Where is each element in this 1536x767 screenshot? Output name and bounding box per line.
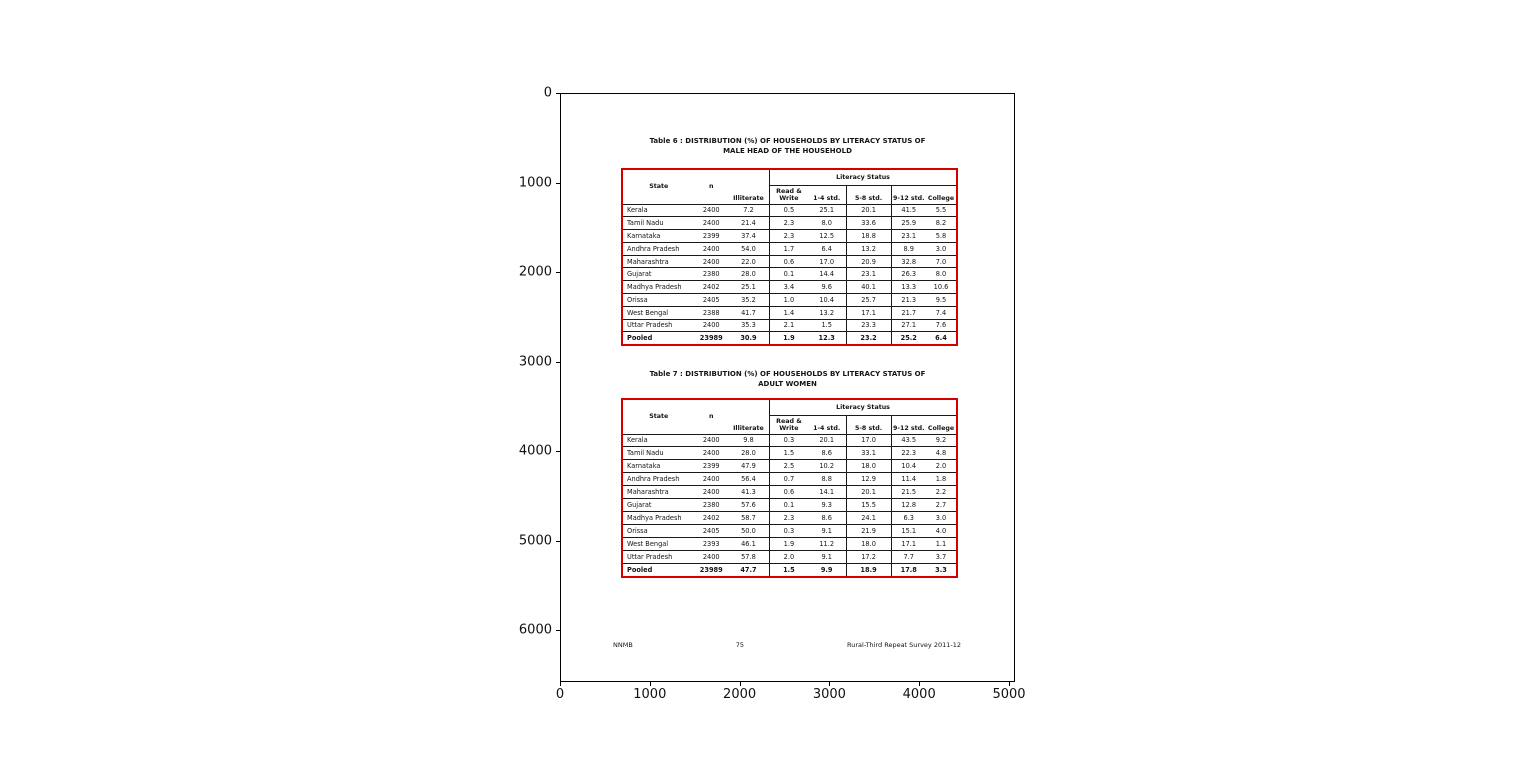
value-cell: 2399 <box>695 460 728 473</box>
value-cell: 4.0 <box>926 525 956 538</box>
x-axis-tick <box>740 682 741 686</box>
value-cell: 22.3 <box>891 447 926 460</box>
value-cell: 17.1 <box>846 306 891 319</box>
table-row <box>623 538 956 551</box>
group-header: Literacy Status <box>770 170 956 185</box>
value-cell: 58.7 <box>728 512 770 525</box>
value-cell: 24.1 <box>846 512 891 525</box>
y-axis-tick <box>556 93 560 94</box>
value-cell: 0.1 <box>770 499 808 512</box>
value-cell: 2400 <box>695 319 728 332</box>
value-cell: 10.6 <box>926 281 956 294</box>
value-cell: 41.7 <box>728 306 770 319</box>
value-cell: 6.4 <box>808 242 846 255</box>
value-cell: 6.4 <box>926 332 956 344</box>
x-axis-tick <box>650 682 651 686</box>
value-cell: 12.9 <box>846 473 891 486</box>
value-cell: 2402 <box>695 512 728 525</box>
column-header: 9-12 std. <box>891 185 926 204</box>
state-cell: Maharashtra <box>623 486 695 499</box>
state-cell: Maharashtra <box>623 255 695 268</box>
value-cell: 25.1 <box>728 281 770 294</box>
value-cell: 2402 <box>695 281 728 294</box>
column-header: Illiterate <box>728 400 770 434</box>
state-cell: Madhya Pradesh <box>623 281 695 294</box>
value-cell: 13.3 <box>891 281 926 294</box>
value-cell: 2399 <box>695 230 728 243</box>
value-cell: 3.0 <box>926 242 956 255</box>
table6-title <box>561 137 1014 156</box>
value-cell: 18.9 <box>846 564 891 576</box>
column-header: 1-4 std. <box>808 415 846 434</box>
table-row <box>623 306 956 319</box>
value-cell: 41.3 <box>728 486 770 499</box>
value-cell: 0.1 <box>770 268 808 281</box>
column-header: Illiterate <box>728 170 770 204</box>
value-cell: 25.9 <box>891 217 926 230</box>
value-cell: 17.0 <box>846 434 891 447</box>
value-cell: 17.8 <box>891 564 926 576</box>
value-cell: 25.1 <box>808 204 846 217</box>
value-cell: 21.7 <box>891 306 926 319</box>
x-axis-tick <box>919 682 920 686</box>
value-cell: 9.1 <box>808 525 846 538</box>
value-cell: 30.9 <box>728 332 770 344</box>
value-cell: 2400 <box>695 486 728 499</box>
value-cell: 10.4 <box>808 293 846 306</box>
value-cell: 2.2 <box>926 486 956 499</box>
value-cell: 56.4 <box>728 473 770 486</box>
value-cell: 8.0 <box>808 217 846 230</box>
table-row <box>623 242 956 255</box>
value-cell: 9.8 <box>728 434 770 447</box>
table7-title-line2: ADULT WOMEN <box>758 379 817 388</box>
value-cell: 18.8 <box>846 230 891 243</box>
table6-box <box>621 168 958 346</box>
value-cell: 2.0 <box>770 551 808 564</box>
x-axis-tick-label: 3000 <box>812 687 846 702</box>
value-cell: 9.3 <box>808 499 846 512</box>
footer-source: Rural-Third Repeat Survey 2011-12 <box>847 641 961 649</box>
value-cell: 23989 <box>695 564 728 576</box>
column-header: n <box>695 400 728 434</box>
value-cell: 7.0 <box>926 255 956 268</box>
x-axis-tick <box>560 682 561 686</box>
value-cell: 50.0 <box>728 525 770 538</box>
value-cell: 2405 <box>695 525 728 538</box>
y-axis-tick <box>556 362 560 363</box>
value-cell: 2.7 <box>926 499 956 512</box>
column-header: n <box>695 170 728 204</box>
table-row <box>623 281 956 294</box>
value-cell: 25.7 <box>846 293 891 306</box>
value-cell: 12.5 <box>808 230 846 243</box>
state-cell: Gujarat <box>623 499 695 512</box>
state-cell: Andhra Pradesh <box>623 242 695 255</box>
value-cell: 57.8 <box>728 551 770 564</box>
table-row <box>623 434 956 447</box>
table7-title-line1: Table 7 : DISTRIBUTION (%) OF HOUSEHOLDS BY LITERACY STATUS OF <box>649 370 926 378</box>
value-cell: 20.1 <box>846 204 891 217</box>
value-cell: 2400 <box>695 242 728 255</box>
value-cell: 35.2 <box>728 293 770 306</box>
x-axis-tick-label: 5000 <box>992 687 1026 702</box>
state-cell: Tamil Nadu <box>623 217 695 230</box>
value-cell: 17.0 <box>808 255 846 268</box>
value-cell: 9.6 <box>808 281 846 294</box>
value-cell: 40.1 <box>846 281 891 294</box>
column-header: Read & Write <box>770 185 808 204</box>
state-cell: Tamil Nadu <box>623 447 695 460</box>
value-cell: 3.3 <box>926 564 956 576</box>
value-cell: 2.3 <box>770 512 808 525</box>
value-cell: 23.2 <box>846 332 891 344</box>
y-axis-tick-label: 5000 <box>518 533 552 548</box>
y-axis-tick <box>556 451 560 452</box>
value-cell: 21.4 <box>728 217 770 230</box>
state-cell: Gujarat <box>623 268 695 281</box>
value-cell: 21.3 <box>891 293 926 306</box>
value-cell: 23989 <box>695 332 728 344</box>
value-cell: 3.7 <box>926 551 956 564</box>
y-axis-tick <box>556 630 560 631</box>
value-cell: 35.3 <box>728 319 770 332</box>
value-cell: 2400 <box>695 473 728 486</box>
state-cell: Karnataka <box>623 230 695 243</box>
value-cell: 21.5 <box>891 486 926 499</box>
column-header: College <box>926 415 956 434</box>
table6-title-line1: Table 6 : DISTRIBUTION (%) OF HOUSEHOLDS BY LITERACY STATUS OF <box>649 137 926 145</box>
value-cell: 13.2 <box>846 242 891 255</box>
y-axis-tick <box>556 272 560 273</box>
table7 <box>623 400 956 576</box>
value-cell: 5.8 <box>926 230 956 243</box>
column-header: Read & Write <box>770 415 808 434</box>
value-cell: 15.5 <box>846 499 891 512</box>
column-header: 5-8 std. <box>846 185 891 204</box>
state-cell: Kerala <box>623 204 695 217</box>
state-cell: West Bengal <box>623 306 695 319</box>
value-cell: 1.9 <box>770 332 808 344</box>
value-cell: 2393 <box>695 538 728 551</box>
state-cell: Andhra Pradesh <box>623 473 695 486</box>
value-cell: 43.5 <box>891 434 926 447</box>
x-axis-tick-label: 0 <box>555 687 565 702</box>
table-row <box>623 486 956 499</box>
value-cell: 2400 <box>695 204 728 217</box>
value-cell: 1.4 <box>770 306 808 319</box>
value-cell: 20.1 <box>808 434 846 447</box>
table6 <box>623 170 956 344</box>
value-cell: 23.1 <box>846 268 891 281</box>
value-cell: 4.8 <box>926 447 956 460</box>
table-row <box>623 499 956 512</box>
value-cell: 23.3 <box>846 319 891 332</box>
value-cell: 22.0 <box>728 255 770 268</box>
state-cell: Pooled <box>623 564 695 576</box>
value-cell: 7.2 <box>728 204 770 217</box>
state-cell: Kerala <box>623 434 695 447</box>
value-cell: 8.6 <box>808 512 846 525</box>
y-axis-tick-label: 6000 <box>518 622 552 638</box>
value-cell: 20.1 <box>846 486 891 499</box>
value-cell: 6.3 <box>891 512 926 525</box>
x-axis-tick-label: 4000 <box>902 687 936 702</box>
value-cell: 27.1 <box>891 319 926 332</box>
value-cell: 7.4 <box>926 306 956 319</box>
value-cell: 2.3 <box>770 217 808 230</box>
column-header: State <box>623 400 695 434</box>
state-cell: Madhya Pradesh <box>623 512 695 525</box>
value-cell: 2400 <box>695 217 728 230</box>
value-cell: 10.4 <box>891 460 926 473</box>
value-cell: 8.2 <box>926 217 956 230</box>
value-cell: 25.2 <box>891 332 926 344</box>
value-cell: 21.9 <box>846 525 891 538</box>
value-cell: 13.2 <box>808 306 846 319</box>
footer-page-number: 75 <box>735 641 745 649</box>
value-cell: 18.0 <box>846 538 891 551</box>
value-cell: 14.1 <box>808 486 846 499</box>
value-cell: 8.6 <box>808 447 846 460</box>
table-row <box>623 551 956 564</box>
value-cell: 3.0 <box>926 512 956 525</box>
value-cell: 46.1 <box>728 538 770 551</box>
value-cell: 54.0 <box>728 242 770 255</box>
value-cell: 28.0 <box>728 268 770 281</box>
state-cell: Orissa <box>623 293 695 306</box>
value-cell: 7.6 <box>926 319 956 332</box>
value-cell: 20.9 <box>846 255 891 268</box>
table7-title <box>561 370 1014 389</box>
table-row <box>623 293 956 306</box>
value-cell: 2405 <box>695 293 728 306</box>
value-cell: 1.9 <box>770 538 808 551</box>
table-row <box>623 447 956 460</box>
value-cell: 2400 <box>695 551 728 564</box>
table-row <box>623 460 956 473</box>
y-axis-tick-label: 4000 <box>518 443 552 459</box>
x-axis-tick <box>1009 682 1010 686</box>
value-cell: 0.3 <box>770 525 808 538</box>
y-axis-tick-label: 3000 <box>518 354 552 369</box>
table-row <box>623 268 956 281</box>
value-cell: 2.0 <box>926 460 956 473</box>
value-cell: 11.4 <box>891 473 926 486</box>
x-axis-tick-label: 1000 <box>633 687 667 702</box>
state-cell: Pooled <box>623 332 695 344</box>
y-axis-tick <box>556 541 560 542</box>
group-header: Literacy Status <box>770 400 956 415</box>
y-axis-tick-label: 0 <box>543 85 552 101</box>
value-cell: 8.0 <box>926 268 956 281</box>
x-axis-tick <box>829 682 830 686</box>
value-cell: 2.3 <box>770 230 808 243</box>
value-cell: 9.1 <box>808 551 846 564</box>
plot-frame <box>560 93 1015 682</box>
value-cell: 41.5 <box>891 204 926 217</box>
value-cell: 0.7 <box>770 473 808 486</box>
column-header: State <box>623 170 695 204</box>
table-row <box>623 217 956 230</box>
scanned-page <box>561 94 1014 681</box>
value-cell: 9.2 <box>926 434 956 447</box>
value-cell: 32.8 <box>891 255 926 268</box>
value-cell: 1.0 <box>770 293 808 306</box>
value-cell: 1.8 <box>926 473 956 486</box>
value-cell: 2400 <box>695 447 728 460</box>
pooled-row <box>623 564 956 576</box>
value-cell: 2400 <box>695 255 728 268</box>
value-cell: 18.0 <box>846 460 891 473</box>
table-row <box>623 473 956 486</box>
value-cell: 2400 <box>695 434 728 447</box>
value-cell: 9.5 <box>926 293 956 306</box>
value-cell: 0.3 <box>770 434 808 447</box>
value-cell: 2.1 <box>770 319 808 332</box>
value-cell: 10.2 <box>808 460 846 473</box>
value-cell: 5.5 <box>926 204 956 217</box>
value-cell: 26.3 <box>891 268 926 281</box>
value-cell: 28.0 <box>728 447 770 460</box>
table6-title-line2: MALE HEAD OF THE HOUSEHOLD <box>723 146 852 155</box>
value-cell: 0.6 <box>770 486 808 499</box>
value-cell: 23.1 <box>891 230 926 243</box>
value-cell: 37.4 <box>728 230 770 243</box>
value-cell: 33.6 <box>846 217 891 230</box>
column-header: College <box>926 185 956 204</box>
value-cell: 2380 <box>695 268 728 281</box>
value-cell: 3.4 <box>770 281 808 294</box>
state-cell: Karnataka <box>623 460 695 473</box>
value-cell: 47.7 <box>728 564 770 576</box>
table-row <box>623 319 956 332</box>
table7-box <box>621 398 958 578</box>
x-axis-tick-label: 2000 <box>723 687 757 702</box>
value-cell: 11.2 <box>808 538 846 551</box>
state-cell: Uttar Pradesh <box>623 551 695 564</box>
value-cell: 17.1 <box>891 538 926 551</box>
table-row <box>623 512 956 525</box>
table-row <box>623 230 956 243</box>
value-cell: 17.2 <box>846 551 891 564</box>
value-cell: 2380 <box>695 499 728 512</box>
state-cell: West Bengal <box>623 538 695 551</box>
column-header: 5-8 std. <box>846 415 891 434</box>
value-cell: 1.7 <box>770 242 808 255</box>
value-cell: 7.7 <box>891 551 926 564</box>
value-cell: 33.1 <box>846 447 891 460</box>
value-cell: 12.3 <box>808 332 846 344</box>
pooled-row <box>623 332 956 344</box>
state-cell: Orissa <box>623 525 695 538</box>
value-cell: 57.6 <box>728 499 770 512</box>
y-axis-tick <box>556 183 560 184</box>
state-cell: Uttar Pradesh <box>623 319 695 332</box>
value-cell: 1.1 <box>926 538 956 551</box>
value-cell: 1.5 <box>770 564 808 576</box>
value-cell: 9.9 <box>808 564 846 576</box>
y-axis-tick-label: 1000 <box>518 175 552 190</box>
footer-org: NNMB <box>613 641 633 649</box>
table-row <box>623 204 956 217</box>
y-axis-tick-label: 2000 <box>518 264 552 280</box>
value-cell: 47.9 <box>728 460 770 473</box>
value-cell: 1.5 <box>770 447 808 460</box>
value-cell: 1.5 <box>808 319 846 332</box>
table-row <box>623 255 956 268</box>
value-cell: 14.4 <box>808 268 846 281</box>
value-cell: 8.8 <box>808 473 846 486</box>
column-header: 1-4 std. <box>808 185 846 204</box>
value-cell: 2.5 <box>770 460 808 473</box>
table-row <box>623 525 956 538</box>
value-cell: 12.8 <box>891 499 926 512</box>
value-cell: 15.1 <box>891 525 926 538</box>
page-footer <box>613 641 961 649</box>
column-header: 9-12 std. <box>891 415 926 434</box>
value-cell: 2388 <box>695 306 728 319</box>
value-cell: 0.5 <box>770 204 808 217</box>
value-cell: 0.6 <box>770 255 808 268</box>
value-cell: 8.9 <box>891 242 926 255</box>
